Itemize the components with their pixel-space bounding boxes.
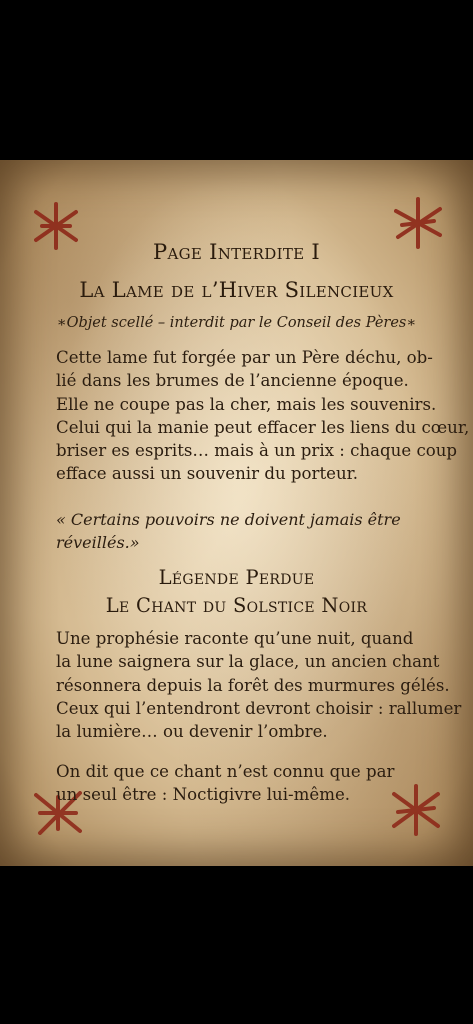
section1-body xyxy=(56,346,470,486)
body-line: un seul être : Noctigivre lui-même. xyxy=(56,785,351,805)
quote-line: réveillés.» xyxy=(56,533,140,552)
body-line: efface aussi un souvenir du porteur. xyxy=(56,464,359,484)
body-line: Ceux qui l’entendront devront choisir : rallumer xyxy=(56,698,462,718)
body-line: la lune saignera sur la glace, un ancien chant xyxy=(56,652,440,672)
quote-line: « Certains pouvoirs ne doivent jamais être xyxy=(56,510,401,529)
body-line: briser es esprits… mais à un prix : chaque coup xyxy=(56,441,458,461)
body-line: Une prophésie raconte qu’une nuit, quand xyxy=(56,629,414,648)
section2-title: Le Chant du Solstice Noir xyxy=(105,594,368,617)
body-line: Celui qui la manie peut effacer les liens du cœur, xyxy=(56,417,470,437)
body-line: lié dans les brumes de l’ancienne époque. xyxy=(56,371,409,391)
body-line: résonnera depuis la forêt des murmures gélés. xyxy=(56,675,450,695)
section2-body xyxy=(56,627,462,743)
body-line: On dit que ce chant n’est connu que par xyxy=(56,762,395,781)
body-line: Elle ne coupe pas la cher, mais les souvenirs. xyxy=(56,394,437,414)
page-title: Page Interdite I xyxy=(153,240,320,264)
section1-quote xyxy=(56,508,451,554)
section1-title: La Lame de l’Hiver Silencieux xyxy=(79,278,394,302)
body-line: la lumière… ou devenir l’ombre. xyxy=(56,722,328,742)
section2-closing xyxy=(56,760,451,807)
section1-subtitle: ∗Objet scellé – interdit par le Conseil des Pères∗ xyxy=(56,315,417,331)
parchment-page xyxy=(0,160,473,866)
body-line: Cette lame fut forgée par un Père déchu, ob- xyxy=(56,348,433,367)
section2-heading: Légende Perdue xyxy=(158,566,315,589)
